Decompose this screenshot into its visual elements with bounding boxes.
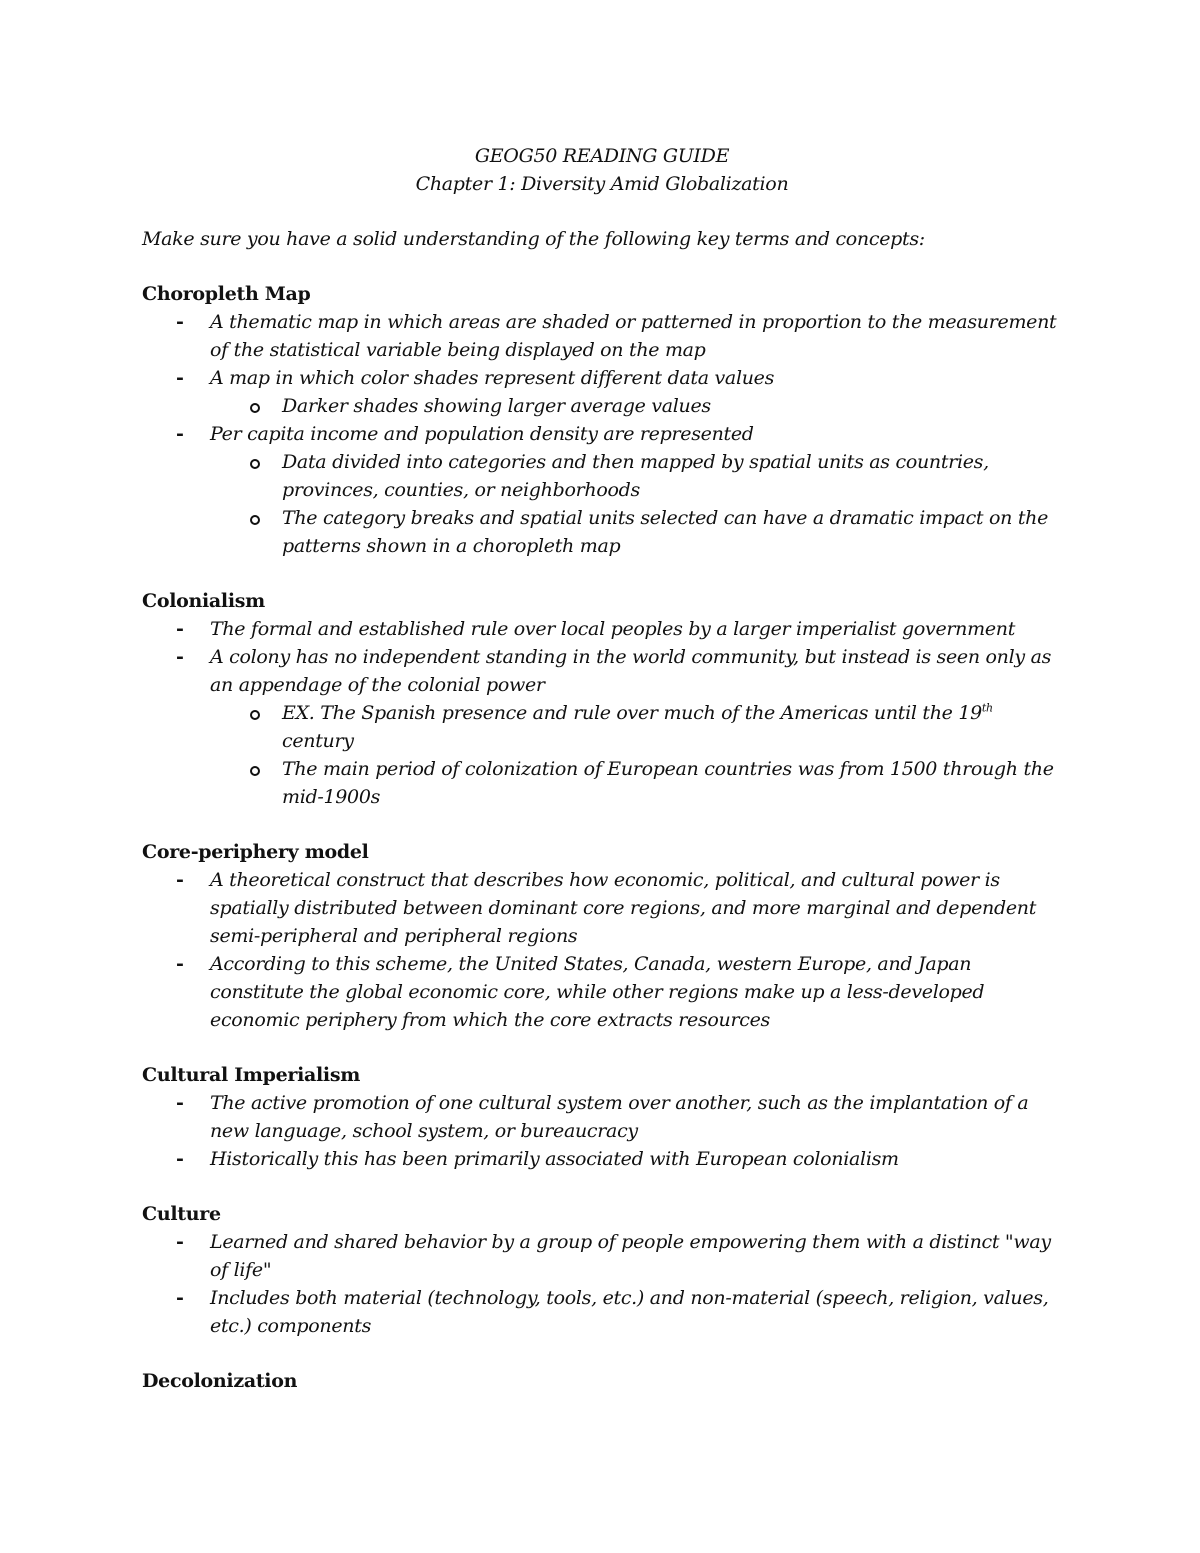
dash-bullet-icon: - bbox=[176, 1287, 184, 1309]
sub-text-example-pre: EX. The Spanish presence and rule over much of the Americas until the 19 bbox=[282, 702, 982, 724]
dash-bullet-icon: - bbox=[176, 618, 184, 640]
circle-bullet-icon bbox=[250, 710, 260, 720]
definition-list bbox=[142, 615, 1062, 811]
definition-text: A theoretical construct that describes how economic, political, and cultural power is spatially distributed between dominant core regions, and more marginal and dependent semi-peripheral and peripheral regions bbox=[210, 869, 1037, 947]
term-choropleth-map bbox=[142, 280, 1062, 560]
term-title: Decolonization bbox=[142, 1370, 298, 1392]
dash-bullet-icon: - bbox=[176, 646, 184, 668]
definition-item bbox=[142, 1228, 1062, 1284]
definition-item bbox=[142, 308, 1062, 364]
term-cultural-imperialism bbox=[142, 1061, 1062, 1173]
ordinal-superscript: th bbox=[981, 701, 993, 715]
sub-item bbox=[210, 755, 1062, 811]
sub-item bbox=[210, 699, 1062, 755]
circle-bullet-icon bbox=[250, 403, 260, 413]
dash-bullet-icon: - bbox=[176, 953, 184, 975]
circle-bullet-icon bbox=[250, 766, 260, 776]
dash-bullet-icon: - bbox=[176, 1092, 184, 1114]
definition-text: A thematic map in which areas are shaded or patterned in proportion to the measurement of the statistical variable being displayed on the map bbox=[210, 311, 1057, 361]
term-core-periphery-model bbox=[142, 838, 1062, 1034]
sub-text-example-post: century bbox=[282, 730, 354, 752]
sub-list bbox=[210, 448, 1062, 560]
definition-text: According to this scheme, the United States, Canada, western Europe, and Japan constitute the global economic core, while other regions make up a less-developed economic periphery from which the core extracts resources bbox=[210, 953, 985, 1031]
definition-list bbox=[142, 1089, 1062, 1173]
definition-text: Historically this has been primarily associated with European colonialism bbox=[210, 1148, 899, 1170]
term-title: Core-periphery model bbox=[142, 841, 369, 863]
sub-text: Darker shades showing larger average values bbox=[282, 395, 711, 417]
definition-list bbox=[142, 308, 1062, 560]
definition-text: Learned and shared behavior by a group of people empowering them with a distinct "way of life" bbox=[210, 1231, 1051, 1281]
definition-item bbox=[142, 643, 1062, 811]
term-title: Cultural Imperialism bbox=[142, 1064, 361, 1086]
definition-item bbox=[142, 1145, 1062, 1173]
dash-bullet-icon: - bbox=[176, 311, 184, 333]
definition-item bbox=[142, 1284, 1062, 1340]
term-title: Culture bbox=[142, 1203, 221, 1225]
definition-item bbox=[142, 866, 1062, 950]
definition-text: Includes both material (technology, tools, etc.) and non-material (speech, religion, values, etc.) components bbox=[210, 1287, 1049, 1337]
document-title: GEOG50 READING GUIDE bbox=[474, 145, 730, 167]
definition-text: A colony has no independent standing in the world community, but instead is seen only as an appendage of the colonial power bbox=[210, 646, 1052, 696]
definition-item bbox=[142, 615, 1062, 643]
document-subtitle: Chapter 1: Diversity Amid Globalization bbox=[415, 173, 789, 195]
definition-text: A map in which color shades represent different data values bbox=[210, 367, 775, 389]
definition-item bbox=[142, 420, 1062, 560]
sub-text: The category breaks and spatial units selected can have a dramatic impact on the patterns shown in a choropleth map bbox=[282, 507, 1049, 557]
sub-text: The main period of colonization of European countries was from 1500 through the mid-1900s bbox=[282, 758, 1054, 808]
dash-bullet-icon: - bbox=[176, 367, 184, 389]
term-title: Choropleth Map bbox=[142, 283, 311, 305]
definition-list bbox=[142, 866, 1062, 1034]
sub-item bbox=[210, 504, 1062, 560]
circle-bullet-icon bbox=[250, 515, 260, 525]
circle-bullet-icon bbox=[250, 459, 260, 469]
sub-list bbox=[210, 699, 1062, 811]
definition-item bbox=[142, 1089, 1062, 1145]
sub-text: Data divided into categories and then mapped by spatial units as countries, provinces, counties, or neighborhoods bbox=[282, 451, 989, 501]
document-page bbox=[142, 142, 1062, 1395]
definition-text: The formal and established rule over local peoples by a larger imperialist government bbox=[210, 618, 1016, 640]
intro-text: Make sure you have a solid understanding of the following key terms and concepts: bbox=[142, 228, 925, 250]
definition-text: Per capita income and population density are represented bbox=[210, 423, 754, 445]
sub-list bbox=[210, 392, 1062, 420]
term-title: Colonialism bbox=[142, 590, 265, 612]
dash-bullet-icon: - bbox=[176, 1148, 184, 1170]
term-culture bbox=[142, 1200, 1062, 1340]
term-colonialism bbox=[142, 587, 1062, 811]
dash-bullet-icon: - bbox=[176, 869, 184, 891]
definition-text: The active promotion of one cultural system over another, such as the implantation of a new language, school system, or bureaucracy bbox=[210, 1092, 1029, 1142]
dash-bullet-icon: - bbox=[176, 1231, 184, 1253]
sub-item bbox=[210, 448, 1062, 504]
definition-item bbox=[142, 364, 1062, 420]
definition-item bbox=[142, 950, 1062, 1034]
document-header bbox=[142, 142, 1062, 198]
dash-bullet-icon: - bbox=[176, 423, 184, 445]
sub-item bbox=[210, 392, 1062, 420]
term-decolonization bbox=[142, 1367, 1062, 1395]
definition-list bbox=[142, 1228, 1062, 1340]
